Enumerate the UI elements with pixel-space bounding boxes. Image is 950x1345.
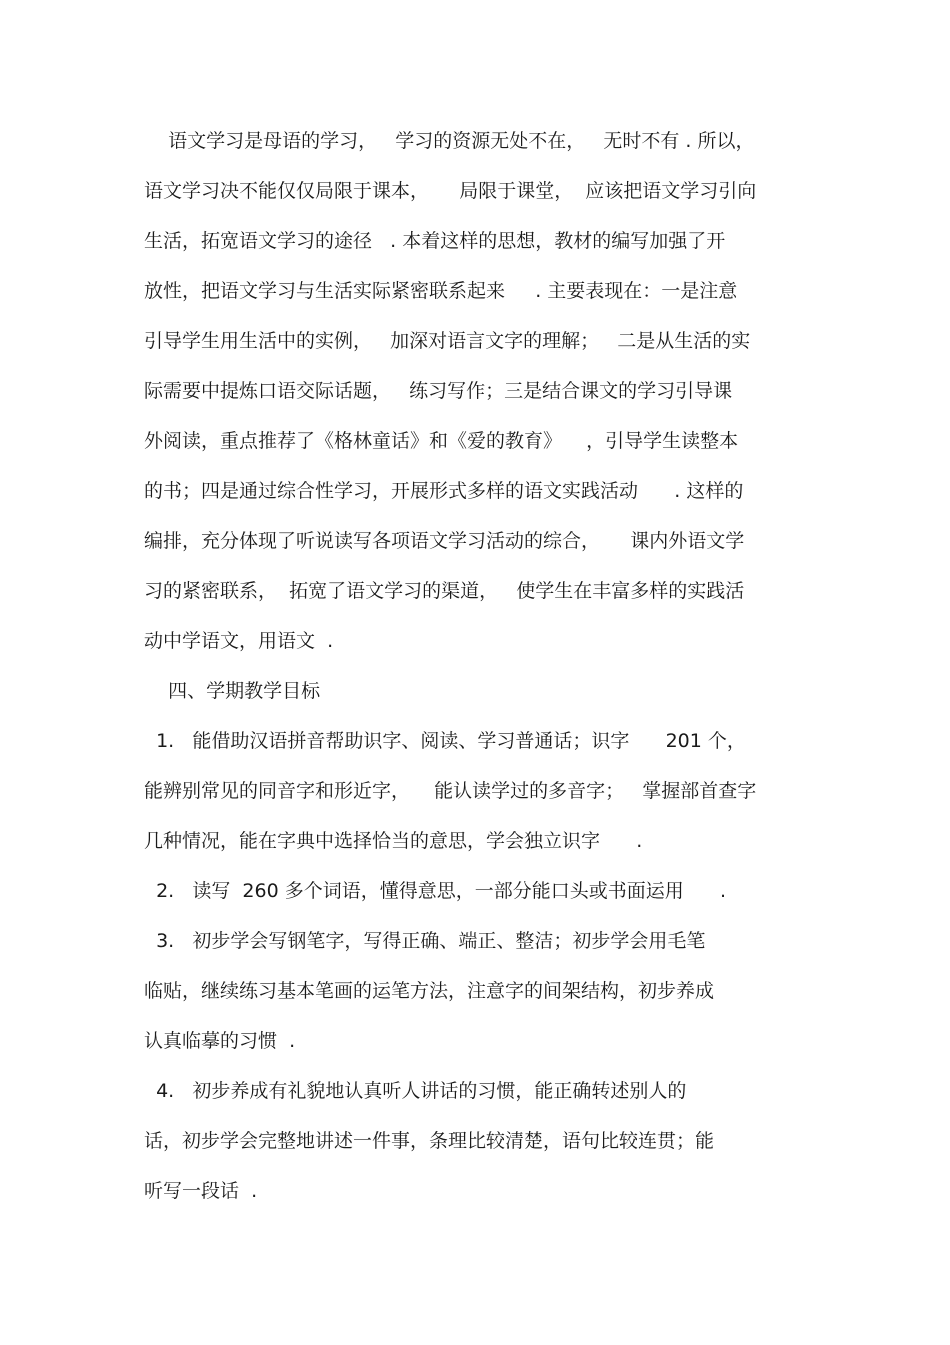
goal-item-4-line: 话，初步学会完整地讲述一件事，条理比较清楚，语句比较连贯；能	[144, 1130, 715, 1152]
goal-item-1-line: 能辨别常见的同音字和形近字， 能认读学过的多音字； 掌握部首查字	[144, 780, 757, 802]
goal-item-1-line: 几种情况，能在字典中选择恰当的意思，学会独立识字 .	[144, 830, 643, 852]
goal-item-4-line: 4. 初步养成有礼貌地认真听人讲话的习惯，能正确转述别人的	[144, 1080, 687, 1102]
goal-item-1-line: 1. 能借助汉语拼音帮助识字、阅读、学习普通话；识字 201 个，	[144, 730, 746, 752]
paragraph-line: 语文学习决不能仅仅局限于课本， 局限于课堂， 应该把语文学习引向	[144, 180, 757, 202]
paragraph-line: 动中学语文，用语文 .	[144, 630, 334, 652]
goal-item-3-line: 临贴，继续练习基本笔画的运笔方法，注意字的间架结构，初步养成	[144, 980, 715, 1002]
section-heading: 四、学期教学目标	[144, 680, 321, 702]
paragraph-line: 语文学习是母语的学习， 学习的资源无处不在， 无时不有 . 所以，	[144, 130, 755, 152]
goal-item-3-line: 认真临摹的习惯 .	[144, 1030, 296, 1052]
paragraph-line: 编排，充分体现了听说读写各项语文学习活动的综合， 课内外语文学	[144, 530, 745, 552]
paragraph-line: 的书；四是通过综合性学习，开展形式多样的语文实践活动 . 这样的	[144, 480, 744, 502]
paragraph-line: 引导学生用生活中的实例， 加深对语言文字的理解； 二是从生活的实	[144, 330, 751, 352]
paragraph-line: 际需要中提炼口语交际话题， 练习写作；三是结合课文的学习引导课	[144, 380, 733, 402]
goal-item-4-line: 听写一段话 .	[144, 1180, 258, 1202]
paragraph-line: 习的紧密联系， 拓宽了语文学习的渠道， 使学生在丰富多样的实践活	[144, 580, 745, 602]
paragraph-line: 外阅读，重点推荐了《格林童话》和《爱的教育》 ，引导学生读整本	[144, 430, 739, 452]
paragraph-line: 生活，拓宽语文学习的途径 . 本着这样的思想，教材的编写加强了开	[144, 230, 726, 252]
paragraph-line: 放性，把语文学习与生活实际紧密联系起来 . 主要表现在：一是注意	[144, 280, 738, 302]
goal-item-3-line: 3. 初步学会写钢笔字，写得正确、端正、整洁；初步学会用毛笔	[144, 930, 706, 952]
goal-item-2-line: 2. 读写 260 多个词语，懂得意思，一部分能口头或书面运用 .	[144, 880, 726, 902]
